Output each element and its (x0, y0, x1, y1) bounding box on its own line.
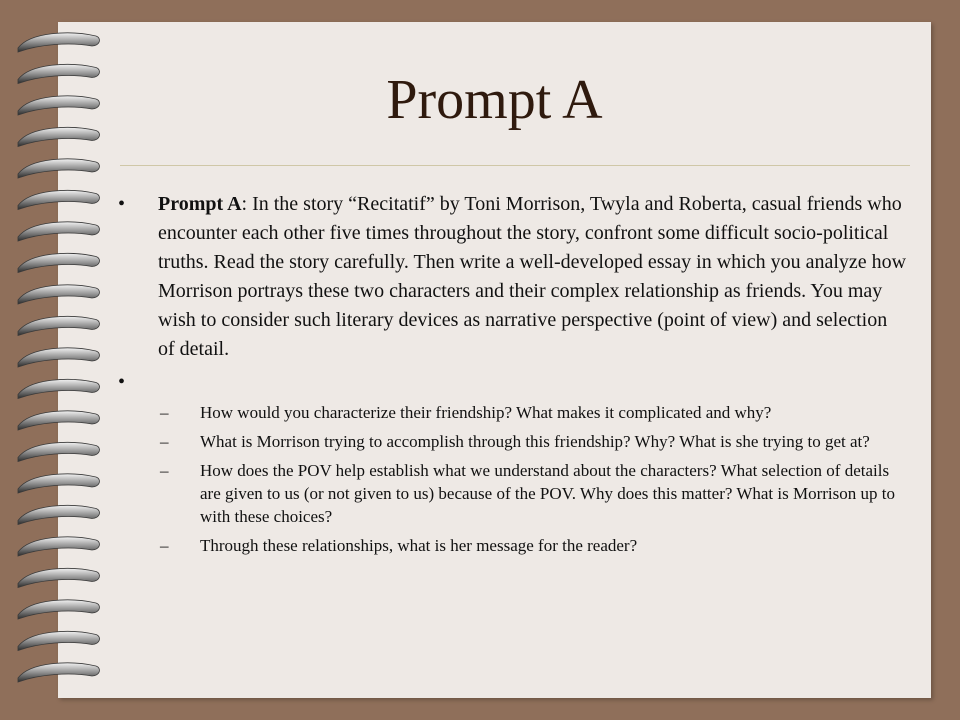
title-divider (120, 165, 910, 166)
sub-bullet (160, 430, 908, 453)
sub-bullet (160, 534, 908, 557)
sub-bullet-list (118, 401, 908, 557)
sub-bullet-text: How would you characterize their friendship? What makes it complicated and why? (200, 403, 772, 422)
sub-bullet-text: How does the POV help establish what we understand about the characters? What selection of details are given to us (or not given to us) because of the POV. Why does this matter? What is Morrison up to with these choices? (200, 461, 895, 526)
main-bullet (118, 190, 908, 364)
main-bullet-text (158, 190, 908, 364)
bullet-icon: • (118, 193, 126, 215)
prompt-body: : In the story “Recitatif” by Toni Morrison, Twyla and Roberta, casual friends who encounter each other five times throughout the story, confront some difficult socio-political truths. Read the story carefully. Then write a well-developed essay in which you analyze how Morrison portrays these two characters and their complex relationship as friends. You may wish to consider such literary devices as narrative perspective (point of view) and selection of detail. (158, 193, 907, 360)
slide-title: Prompt A (386, 69, 603, 131)
sub-bullet-text: What is Morrison trying to accomplish through this friendship? Why? What is she trying to get at? (200, 432, 870, 451)
prompt-label: Prompt A (158, 193, 242, 215)
dash-icon: – (160, 461, 169, 480)
sub-bullet (160, 459, 908, 528)
sub-bullet-text: Through these relationships, what is her message for the reader? (200, 536, 638, 555)
sub-bullet (160, 401, 908, 424)
bullet-icon: • (118, 371, 126, 393)
dash-icon: – (160, 536, 169, 555)
dash-icon: – (160, 403, 169, 422)
dash-icon: – (160, 432, 169, 451)
slide-content (118, 190, 908, 563)
empty-bullet (118, 368, 908, 397)
